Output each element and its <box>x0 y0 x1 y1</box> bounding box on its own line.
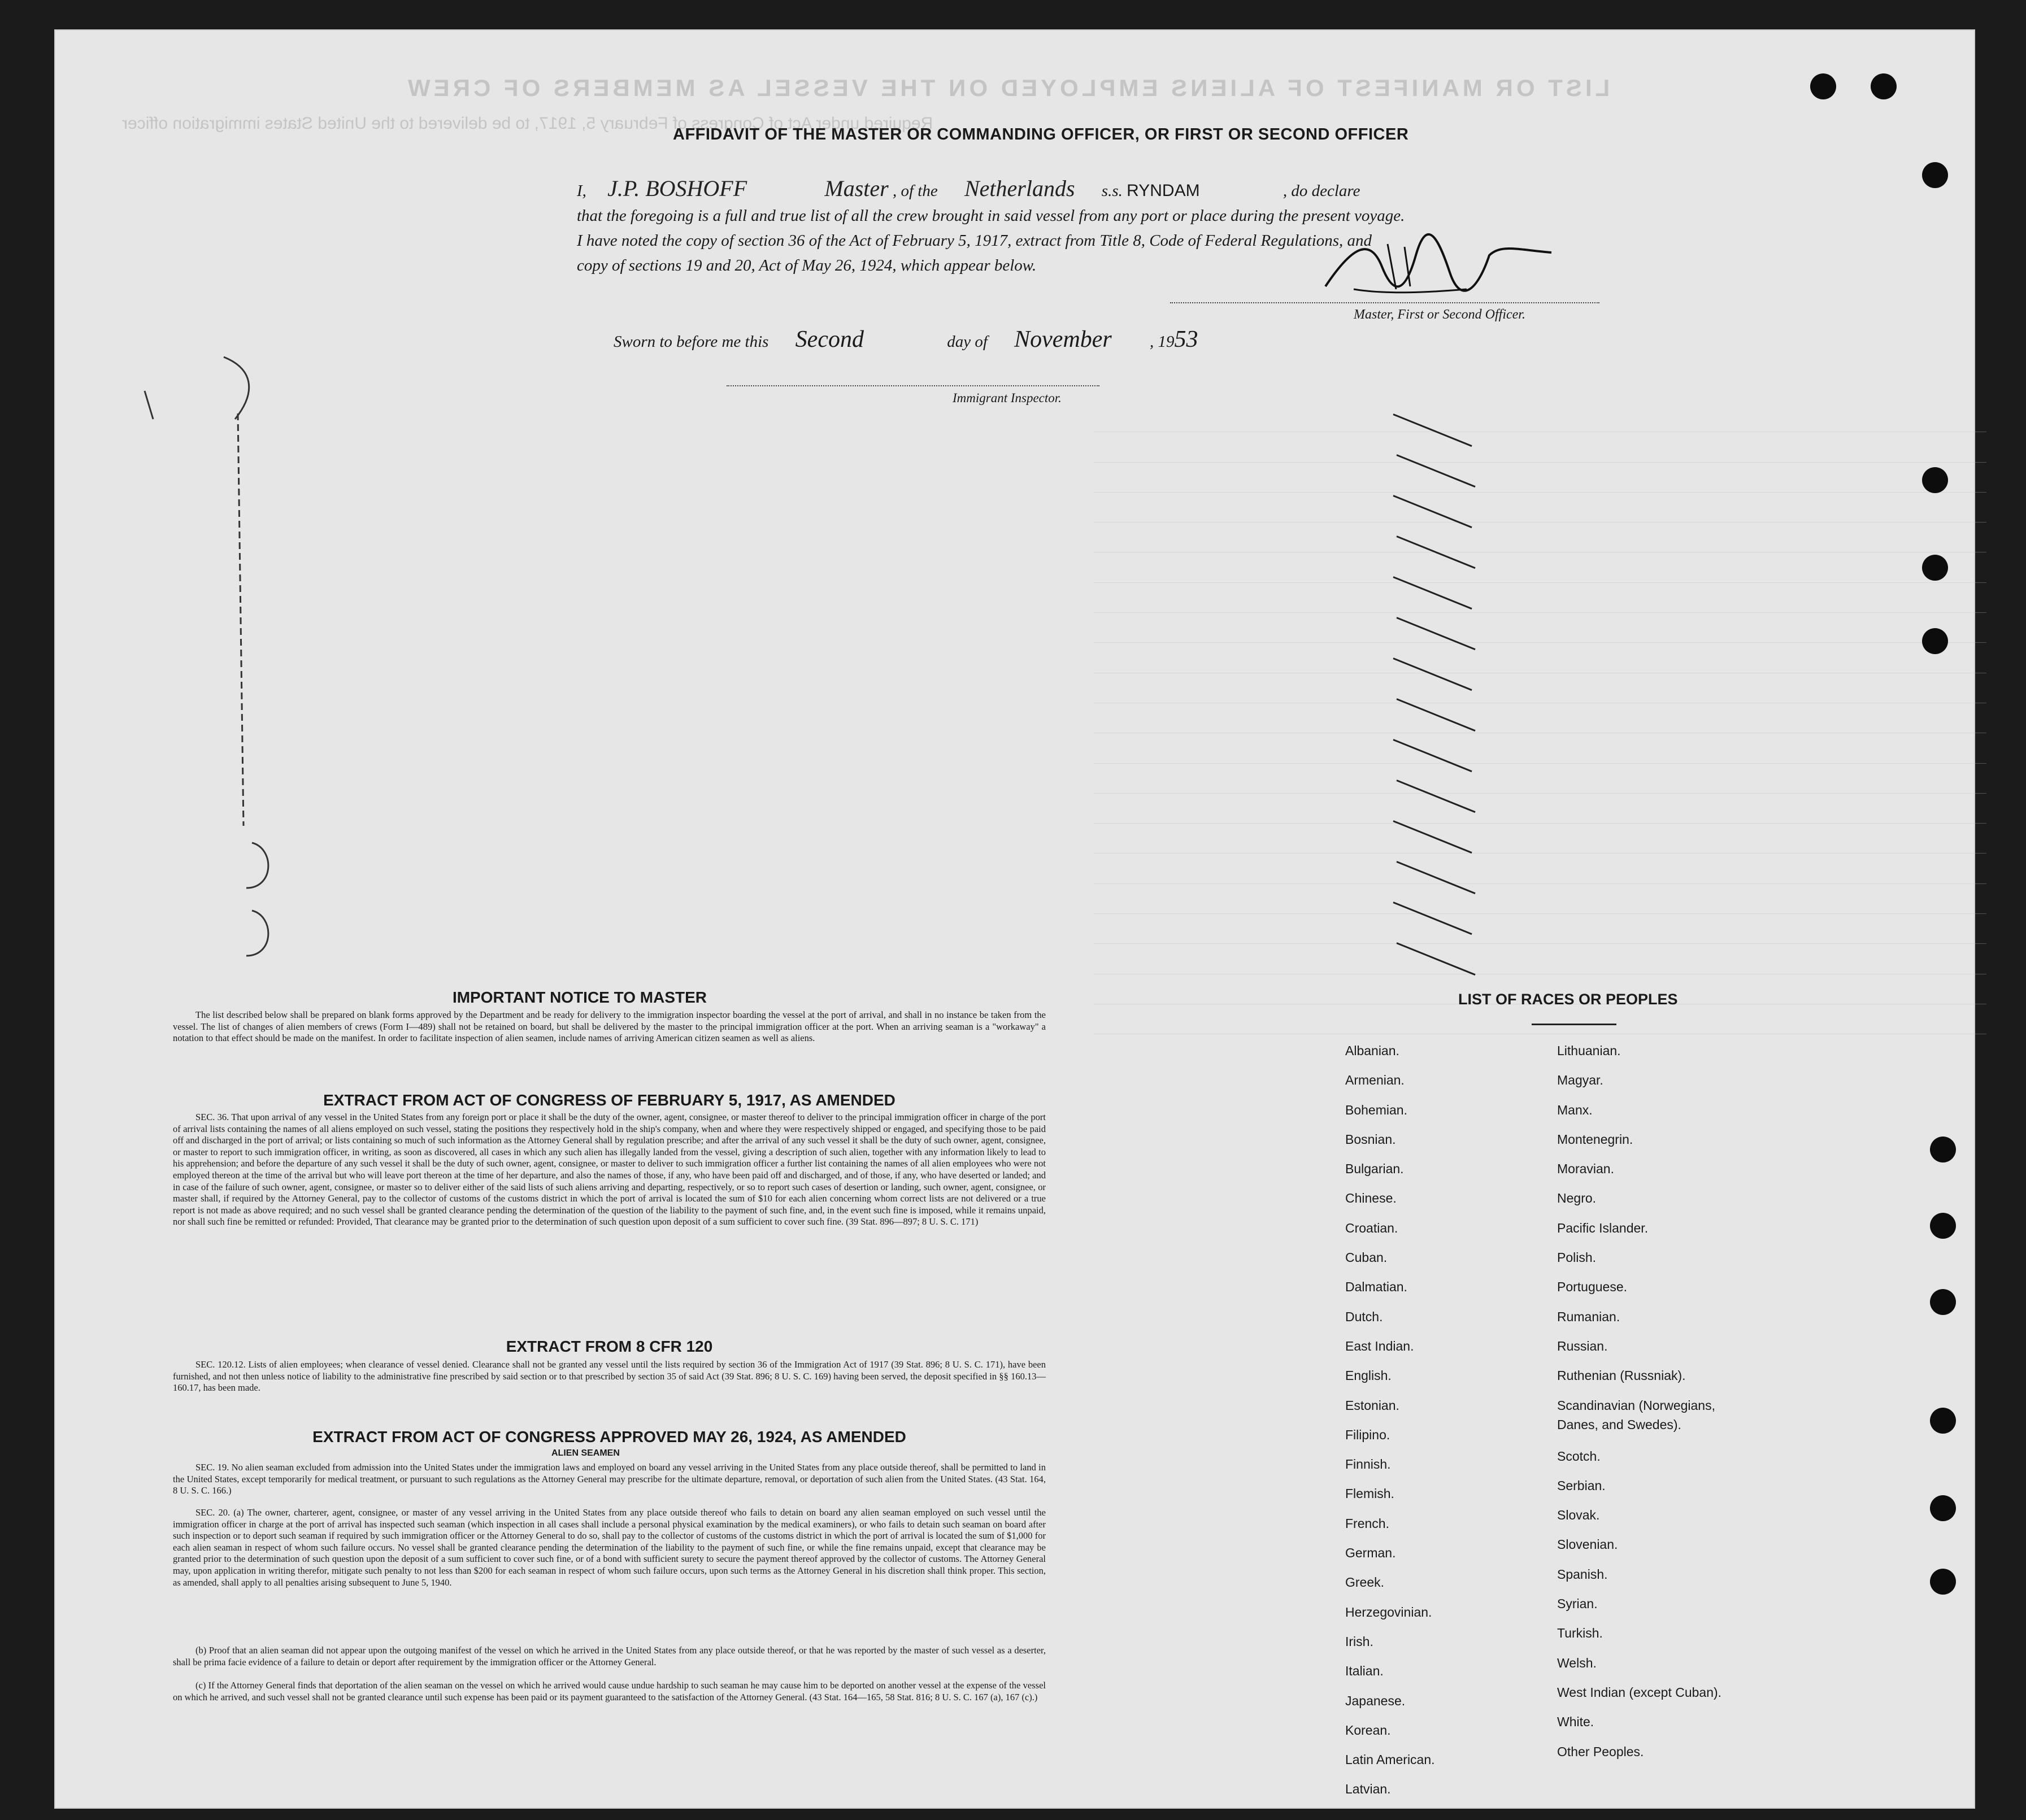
race-item: Rumanian. <box>1557 1309 1620 1324</box>
punch-hole <box>1930 1495 1956 1521</box>
inspector-label: Immigrant Inspector. <box>953 391 1062 405</box>
bleed-through-rows <box>1094 402 1986 1035</box>
race-item: Scandinavian (Norwegians, Danes, and Swedes). <box>1557 1397 1715 1432</box>
race-item: Bosnian. <box>1345 1131 1396 1147</box>
extract-1924-sec20c: (c) If the Attorney General finds that deportation of the alien seaman on the vessel on which he arrived would cause undue hardship to such seaman he may cause him to be deported on another vessel at the expense of the vessel on which he arrived, and such vessel shall not be granted clearance until such expense has been paid or its payment guaranteed to the satisfaction of the Attorney General. (43 Stat. 164—165, 58 Stat. 816; 8 U. S. C. 167 (a), 167 (c).) <box>173 1680 1046 1703</box>
do-declare-label: , do declare <box>1282 182 1360 200</box>
inspector-signature-line <box>727 385 1099 386</box>
bleed-through-row <box>1094 733 1986 763</box>
race-item: Slovak. <box>1557 1508 1600 1523</box>
sworn-year-handwritten: 53 <box>1174 326 1198 352</box>
affidavit-line-3: I have noted the copy of section 36 of the Act of February 5, 1917, extract from Title 8, Code of Federal Regulations, and <box>577 232 1372 250</box>
race-item: Italian. <box>1345 1664 1384 1679</box>
race-item: Japanese. <box>1345 1693 1406 1708</box>
bleed-through-row <box>1094 523 1986 552</box>
extract-1924-title: EXTRACT FROM ACT OF CONGRESS APPROVED MAY 26, 1924, AS AMENDED <box>312 1428 906 1445</box>
signature-line <box>1170 302 1599 303</box>
races-right-column <box>1557 1036 1727 1766</box>
day-of-label: day of <box>947 333 988 351</box>
race-item: Bulgarian. <box>1345 1161 1404 1177</box>
affidavit-title: AFFIDAVIT OF THE MASTER OR COMMANDING OFFICER, OR FIRST OR SECOND OFFICER <box>673 125 1409 143</box>
race-item: Magyar. <box>1557 1073 1603 1088</box>
races-title: LIST OF RACES OR PEOPLES <box>1458 991 1678 1008</box>
bleed-through-row <box>1094 493 1986 523</box>
manifest-sheet <box>54 29 1975 1809</box>
race-item: German. <box>1345 1545 1396 1561</box>
race-item: Pacific Islander. <box>1557 1220 1649 1235</box>
race-item: Ruthenian (Russniak). <box>1557 1368 1686 1383</box>
race-item: Latvian. <box>1345 1782 1391 1797</box>
race-item: Slovenian. <box>1557 1537 1618 1552</box>
sworn-day-handwritten: Second <box>795 326 864 352</box>
race-item: Russian. <box>1557 1338 1608 1353</box>
punch-hole <box>1922 467 1948 493</box>
extract-cfr-title: EXTRACT FROM 8 CFR 120 <box>506 1338 713 1355</box>
master-name-handwritten: J.P. BOSHOFF <box>607 176 747 201</box>
signature-label: Master, First or Second Officer. <box>1354 307 1525 322</box>
sworn-prefix: Sworn to before me this <box>614 333 769 351</box>
extract-cfr-text: SEC. 120.12. Lists of alien employees; when clearance of vessel denied. Clearance shall not be granted any vessel until the lists required by section 36 of the Immigration Act of 1917 (39 Stat. 896; 8 U. S. C. 171), have been furnished, and not then unless notice of liability to the administrative fine prescribed by said section or to that prescribed by section 35 of said Act (39 Stat. 896; 8 U. S. C. 169) having been served, the deposit specified in §§ 160.13—160.17, has been made. <box>173 1359 1046 1394</box>
race-item: Serbian. <box>1557 1478 1606 1493</box>
bleed-through-row <box>1094 794 1986 824</box>
race-item: Dalmatian. <box>1345 1279 1407 1295</box>
bleed-through-row <box>1094 703 1986 733</box>
affidavit-i: I, <box>577 182 586 200</box>
race-item: Irish. <box>1345 1634 1373 1649</box>
race-item: Chinese. <box>1345 1191 1397 1206</box>
bleed-through-row <box>1094 764 1986 794</box>
race-item: White. <box>1557 1714 1594 1730</box>
race-item: Lithuanian. <box>1557 1043 1621 1058</box>
punch-hole <box>1871 73 1897 99</box>
extract-1917-title: EXTRACT FROM ACT OF CONGRESS OF FEBRUARY 5, 1917, AS AMENDED <box>323 1091 895 1109</box>
races-left-column <box>1345 1036 1435 1804</box>
race-item: Manx. <box>1557 1102 1593 1117</box>
bleed-through-row <box>1094 583 1986 613</box>
affidavit-line-2: that the foregoing is a full and true list of all the crew brought in said vessel from any port or place during the present voyage. <box>577 207 1405 225</box>
bleed-through-row <box>1094 552 1986 582</box>
ss-prefix: s.s. <box>1101 182 1123 200</box>
extract-1924-sec20b: (b) Proof that an alien seaman did not appear upon the outgoing manifest of the vessel on which he arrived in the United States from any place outside thereof, or that he was reported by the master of such vessel as a deserter, shall be prima facie evidence of a failure to detain or deport after requirement by the immigration officer or the Attorney General. <box>173 1645 1046 1667</box>
bleed-through-row <box>1094 1004 1986 1034</box>
sworn-month-handwritten: November <box>1014 326 1112 352</box>
nationality-handwritten: Netherlands <box>964 176 1075 201</box>
race-item: Korean. <box>1345 1722 1391 1738</box>
punch-hole <box>1922 628 1948 654</box>
punch-hole <box>1930 1569 1956 1595</box>
race-item: Armenian. <box>1345 1073 1405 1088</box>
race-item: East Indian. <box>1345 1338 1414 1353</box>
race-item: Portuguese. <box>1557 1279 1628 1295</box>
punch-hole <box>1810 73 1836 99</box>
race-item: Spanish. <box>1557 1566 1608 1582</box>
bleed-through-row <box>1094 914 1986 944</box>
punch-hole <box>1930 1408 1956 1434</box>
extract-1924-sec19: SEC. 19. No alien seaman excluded from admission into the United States under the immigration laws and employed on board any vessel arriving in the United States from any place outside thereof, shall be permitted to land in the United States, except temporarily for medical treatment, or pursuant to such regulations as the Attorney General may prescribe for the ultimate departure, removal, or deportation of such alien from the United States. (43 Stat. 164, 8 U. S. C. 166.) <box>173 1462 1046 1496</box>
bleed-through-heading: LIST OR MANIFEST OF ALIENS EMPLOYED ON THE VESSEL AS MEMBERS OF CREW <box>405 75 1610 101</box>
margin-pencil-marks <box>122 346 280 990</box>
bleed-through-row <box>1094 432 1986 462</box>
race-item: Finnish. <box>1345 1457 1391 1472</box>
punch-hole <box>1922 555 1948 581</box>
bleed-through-row <box>1094 854 1986 883</box>
race-item: Polish. <box>1557 1250 1597 1265</box>
races-title-rule <box>1532 1024 1616 1025</box>
sworn-statement <box>614 326 1198 353</box>
race-item: Other Peoples. <box>1557 1744 1644 1759</box>
race-item: Cuban. <box>1345 1250 1388 1265</box>
notice-text: The list described below shall be prepared on blank forms approved by the Department and be ready for delivery to the immigration inspector boarding the vessel at the port of arrival, and shall in no instance be taken from the vessel. The list of changes of alien members of crews (Form I—489) shall not be retained on board, but shall be delivered by the master to the principal immigration officer at the port. When an arriving seaman is a "workaway" a notation to that effect should be made on the manifest. In order to facilitate inspection of alien seamen, include names of arriving American citizen seamen as well as aliens. <box>173 1009 1046 1044</box>
extract-1924-subtitle: ALIEN SEAMEN <box>551 1448 620 1458</box>
race-item: Montenegrin. <box>1557 1131 1633 1147</box>
rank-handwritten: Master <box>824 176 889 201</box>
bleed-through-row <box>1094 643 1986 673</box>
of-the-label: , of the <box>893 182 938 200</box>
race-item: Croatian. <box>1345 1220 1398 1235</box>
year-prefix: , 19 <box>1150 333 1175 351</box>
race-item: Flemish. <box>1345 1486 1394 1501</box>
bleed-through-row <box>1094 673 1986 703</box>
notice-title: IMPORTANT NOTICE TO MASTER <box>452 989 707 1006</box>
race-item: Dutch. <box>1345 1309 1383 1324</box>
race-item: Filipino. <box>1345 1427 1390 1442</box>
punch-hole <box>1922 162 1948 188</box>
punch-hole <box>1930 1289 1956 1315</box>
affidavit-line-1 <box>577 176 1628 203</box>
bleed-through-text: Required under Act of Congress of February 5, 1917, to be delivered to the United States immigration officer <box>122 114 933 133</box>
race-item: Scotch. <box>1557 1448 1601 1464</box>
race-item: Negro. <box>1557 1191 1597 1206</box>
race-item: Bohemian. <box>1345 1102 1407 1117</box>
bleed-through-row <box>1094 402 1986 432</box>
race-item: Albanian. <box>1345 1043 1399 1058</box>
vessel-name: RYNDAM <box>1127 181 1200 200</box>
bleed-through-row <box>1094 613 1986 643</box>
race-item: Estonian. <box>1345 1397 1399 1413</box>
punch-hole <box>1930 1213 1956 1239</box>
punch-hole <box>1930 1137 1956 1162</box>
race-item: English. <box>1345 1368 1392 1383</box>
race-item: West Indian (except Cuban). <box>1557 1684 1722 1700</box>
bleed-through-row <box>1094 824 1986 854</box>
master-signature-image <box>1320 233 1557 310</box>
bleed-through-row <box>1094 463 1986 493</box>
race-item: Greek. <box>1345 1575 1385 1590</box>
race-item: Welsh. <box>1557 1655 1597 1670</box>
extract-1924-sec20a: SEC. 20. (a) The owner, charterer, agent, consignee, or master of any vessel arriving in the United States from any place outside thereof who fails to detain on board any alien seaman employed on such vessel until the immigration officer in charge at the port of arrival has inspected such seaman (which inspection in all cases shall include a personal physical examination by the medical examiners), or who fails to detain such seaman on board after such inspection or to deport such seaman if required by such immigration officer or the Attorney General to do so, shall pay to the collector of customs of the customs district in which the port of arrival is located the sum of $1,000 for each alien seaman in respect of whom such failure occurs. No vessel shall be granted clearance pending the determination of the liability to the payment of such fine, or while the fine remains unpaid, except that clearance may be granted prior to the determination of such question upon the deposit of a sum sufficient to cover such fine, or of a bond with sufficient surety to secure the payment thereof approved by the collector of customs. The Attorney General may, upon application in writing therefor, mitigate such penalty to not less than $200 for each seaman in respect of whom such failure occurs, upon such terms as the Attorney General in his discretion shall think proper. This section, as amended, shall apply to all penalties arising subsequent to June 5, 1940. <box>173 1507 1046 1588</box>
race-item: French. <box>1345 1516 1389 1531</box>
bleed-through-row <box>1094 884 1986 914</box>
race-item: Latin American. <box>1345 1752 1435 1767</box>
race-item: Herzegovinian. <box>1345 1604 1432 1619</box>
race-item: Turkish. <box>1557 1626 1603 1641</box>
race-item: Syrian. <box>1557 1596 1598 1612</box>
extract-1917-text: SEC. 36. That upon arrival of any vessel in the United States from any foreign port or place it shall be the duty of the owner, agent, consignee, or master thereof to deliver to the principal immigration officer in charge of the port of arrival lists containing the names of all aliens employed on such vessel, stating the positions they respectively hold in the ship's company, when and where they were respectively shipped or engaged, and specifying those to be paid off and discharged in the port of arrival; or lists containing so much of such information as the Attorney General shall by regulation prescribe; and after the arrival of any such vessel it shall be the duty of such owner, agent, consignee, or master to report to such immigration officer, in writing, as soon as discovered, all cases in which any such alien has illegally landed from the vessel, giving a description of such alien, together with any information likely to lead to his apprehension; and before the departure of any such vessel it shall be the duty of such owner, agent, consignee, or master to deliver to such immigration officer a further list containing the names of all alien employees who were not employed thereon at the time of the arrival but who will leave port thereon at the time of her departure, and also the names of those, if any, who have been paid off and discharged, and of those, if any, who have deserted or landed; and in case of the failure of such owner, agent, consignee, or master so to deliver either of the said lists of such aliens arriving and departing, respectively, or so to report such cases of desertion or landing, such owner, agent, consignee, or master shall, if required by the Attorney General, pay to the collector of customs of the customs district in which the port of arrival is located the sum of $10 for each alien concerning whom correct lists are not delivered or a true report is not made as above required; and no such vessel shall be granted clearance pending the determination of the question of the liability to the payment of such fine, and, in the event such fine is imposed, while it remains unpaid, nor shall such fine be remitted or refunded: Provided, That clearance may be granted prior to the determination of such question upon deposit of a sum sufficient to cover such fine. (39 Stat. 896—897; 8 U. S. C. 171) <box>173 1112 1046 1227</box>
bleed-through-row <box>1094 944 1986 974</box>
race-item: Moravian. <box>1557 1161 1614 1177</box>
affidavit-line-4: copy of sections 19 and 20, Act of May 26, 1924, which appear below. <box>577 256 1037 275</box>
